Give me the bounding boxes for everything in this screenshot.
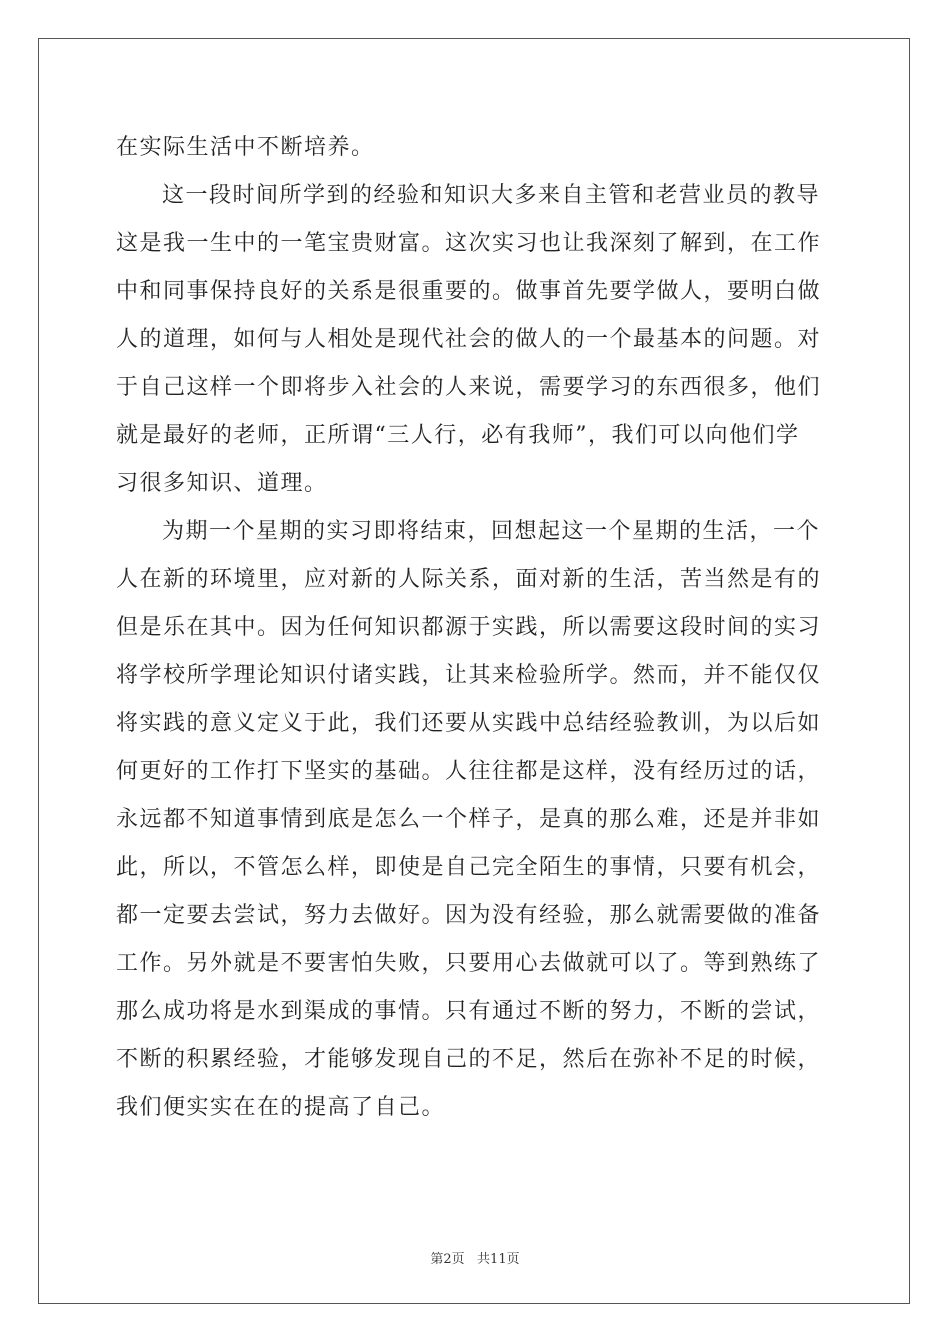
text-line: 将实践的意义定义于此，我们还要从实践中总结经验教训，为以后如 bbox=[116, 711, 822, 736]
text-line: 中和同事保持良好的关系是很重要的。做事首先要学做人，要明白做 bbox=[116, 279, 822, 304]
text-line: 就是最好的老师，正所谓“三人行，必有我师”，我们可以向他们学 bbox=[116, 423, 800, 448]
text-line: 于自己这样一个即将步入社会的人来说，需要学习的东西很多，他们 bbox=[116, 375, 822, 400]
text-line: 习很多知识、道理。 bbox=[116, 471, 328, 496]
text-line: 这一段时间所学到的经验和知识大多来自主管和老营业员的教导 bbox=[162, 183, 821, 208]
text-line: 此，所以，不管怎么样，即使是自己完全陌生的事情，只要有机会， bbox=[116, 855, 822, 880]
document-body bbox=[116, 124, 836, 1132]
text-line: 那么成功将是水到渠成的事情。只有通过不断的努力，不断的尝试， bbox=[116, 999, 822, 1024]
text-line: 人的道理，如何与人相处是现代社会的做人的一个最基本的问题。对 bbox=[116, 327, 822, 352]
text-line: 人在新的环境里，应对新的人际关系，面对新的生活，苦当然是有的 bbox=[116, 567, 822, 592]
text-line: 在实际生活中不断培养。 bbox=[116, 135, 375, 160]
text-line: 为期一个星期的实习即将结束，回想起这一个星期的生活，一个 bbox=[162, 519, 821, 544]
text-line: 这是我一生中的一笔宝贵财富。这次实习也让我深刻了解到，在工作 bbox=[116, 231, 822, 256]
page-number-footer: 第2页 共11页 bbox=[430, 1252, 520, 1267]
text-line: 永远都不知道事情到底是怎么一个样子，是真的那么难，还是并非如 bbox=[116, 807, 822, 832]
text-line: 我们便实实在在的提高了自己。 bbox=[116, 1095, 446, 1120]
text-line: 但是乐在其中。因为任何知识都源于实践，所以需要这段时间的实习 bbox=[116, 615, 822, 640]
text-line: 将学校所学理论知识付诸实践，让其来检验所学。然而，并不能仅仅 bbox=[116, 663, 822, 688]
text-line: 不断的积累经验，才能够发现自己的不足，然后在弥补不足的时候， bbox=[116, 1047, 822, 1072]
text-line: 工作。另外就是不要害怕失败，只要用心去做就可以了。等到熟练了 bbox=[116, 951, 822, 976]
text-line: 何更好的工作打下坚实的基础。人往往都是这样，没有经历过的话， bbox=[116, 759, 822, 784]
text-line: 都一定要去尝试，努力去做好。因为没有经验，那么就需要做的准备 bbox=[116, 903, 822, 928]
